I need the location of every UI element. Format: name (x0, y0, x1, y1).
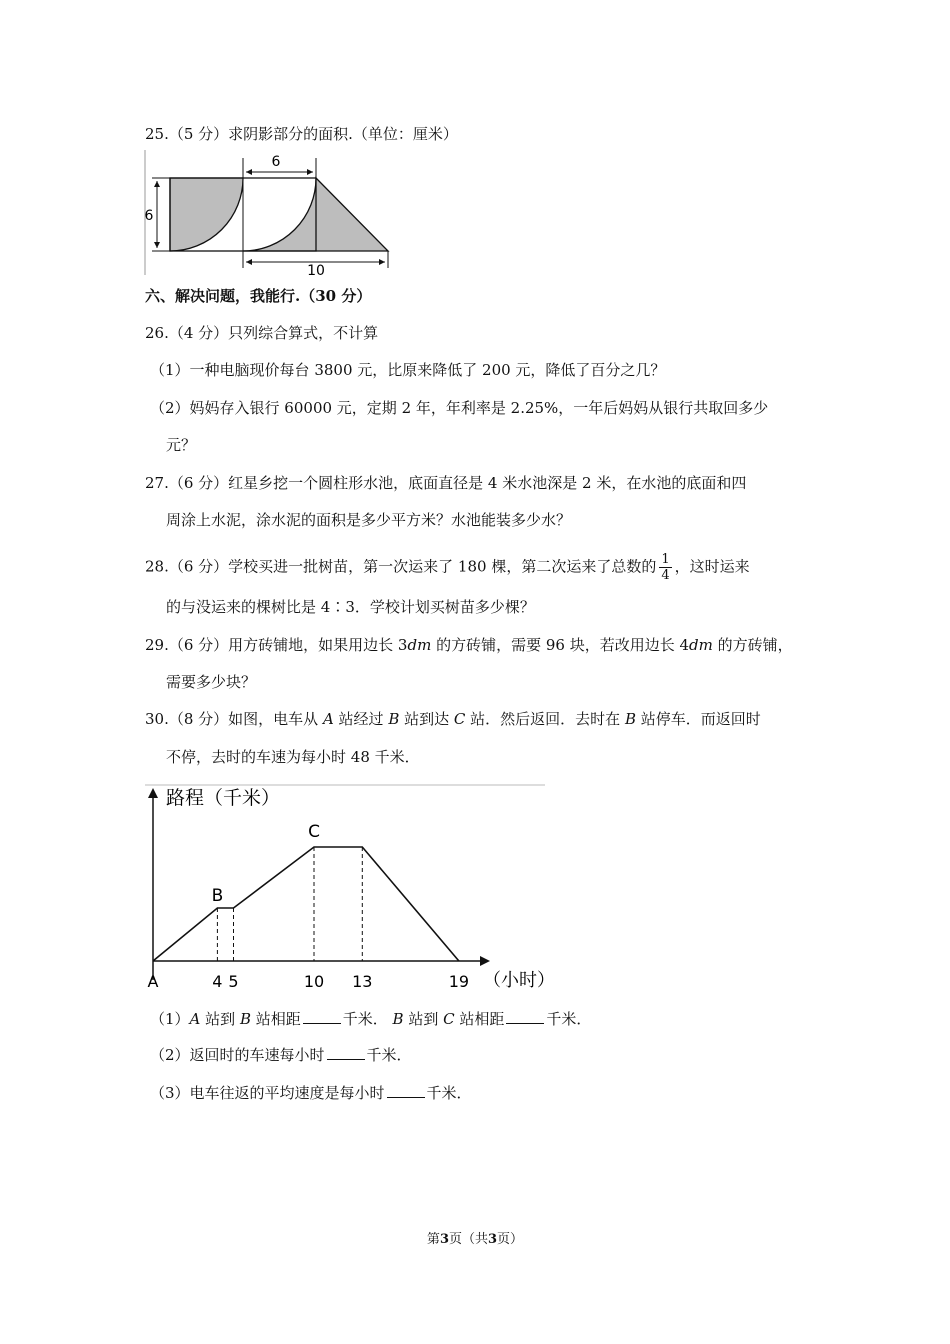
answer-blank-3[interactable] (327, 1045, 365, 1060)
distance-time-chart (140, 780, 560, 995)
answer-blank-1[interactable] (303, 1009, 341, 1024)
q28-line2: 的与没运来的棵树比是 4∶3．学校计划买树苗多少棵？ (166, 598, 535, 616)
q26-part2-cont: 元？ (166, 436, 197, 454)
x-tick-label-5: 5 (228, 972, 239, 991)
y-axis-label: 路程（千米） (166, 787, 281, 809)
x-tick-label-10: 10 (303, 972, 325, 991)
x-tick-label-13: 13 (352, 972, 373, 991)
y-axis-arrow (148, 788, 158, 798)
q28-line1: 28.（6 分）学校买进一批树苗，第一次运来了 180 棵，第二次运来了总数的 $\frac{1}{4}$ ，这时运来 (145, 552, 750, 583)
q30-sub3: （3）电车往返的平均速度是每小时 千米． (150, 1084, 472, 1102)
q30-sub2: （2）返回时的车速每小时 千米． (150, 1046, 412, 1064)
x-axis-label: （小时） (483, 970, 555, 991)
q27-line2: 周涂上水泥，涂水泥的面积是多少平方米？水池能装多少水？ (166, 511, 572, 529)
answer-blank-4[interactable] (387, 1083, 425, 1098)
q29-line1: 29.（6 分）用方砖铺地，如果用边长 3dm 的方砖铺，需要 96 块，若改用边长 4dm 的方砖铺， (145, 636, 793, 654)
q30-line1: 30.（8 分）如图，电车从 A 站经过 B 站到达 C 站．然后返回．去时在 B 站停车．而返回时 (145, 710, 761, 728)
q26-part1: （1）一种电脑现价每台 3800 元，比原来降低了 200 元，降低了百分之几？ (150, 361, 666, 379)
point-label-C: C (308, 822, 320, 842)
x-axis-arrow (480, 956, 490, 966)
q25-text: 25.（5 分）求阴影部分的面积.（单位：厘米） (145, 125, 458, 143)
dim-bottom-label: 10 (307, 263, 325, 279)
x-tick-label-4: 4 (212, 972, 223, 991)
q30-line2: 不停，去时的车速为每小时 48 千米． (166, 748, 420, 766)
answer-blank-2[interactable] (506, 1009, 544, 1024)
q29-line2: 需要多少块？ (166, 673, 257, 691)
dim-top-label: 6 (271, 154, 281, 170)
left-shaded-region (170, 178, 243, 251)
route-line (153, 847, 459, 961)
x-tick-label-19: 19 (448, 972, 470, 991)
q30-sub1: （1）A 站到 B 站相距 千米． B 站到 C 站相距 千米． (150, 1010, 592, 1028)
q26-head: 26.（4 分）只列综合算式，不计算 (145, 324, 379, 342)
section-6-heading: 六、解决问题，我能行.（30 分） (145, 287, 372, 305)
fraction-one-quarter: $\frac{1}{4}$ (661, 552, 670, 583)
x-tick-label-A: A (147, 972, 159, 991)
point-label-B: B (211, 886, 224, 906)
dim-left-label: 6 (144, 208, 154, 224)
q27-line1: 27.（6 分）红星乡挖一个圆柱形水池，底面直径是 4 米水池深是 2 米，在水池的底面和四 (145, 474, 747, 492)
q26-part2: （2）妈妈存入银行 60000 元，定期 2 年，年利率是 2.25%，一年后妈妈从银行共取回多少 (150, 399, 769, 417)
q25-figure (140, 150, 400, 280)
page-footer: 第3页（共3页） (426, 1232, 524, 1247)
